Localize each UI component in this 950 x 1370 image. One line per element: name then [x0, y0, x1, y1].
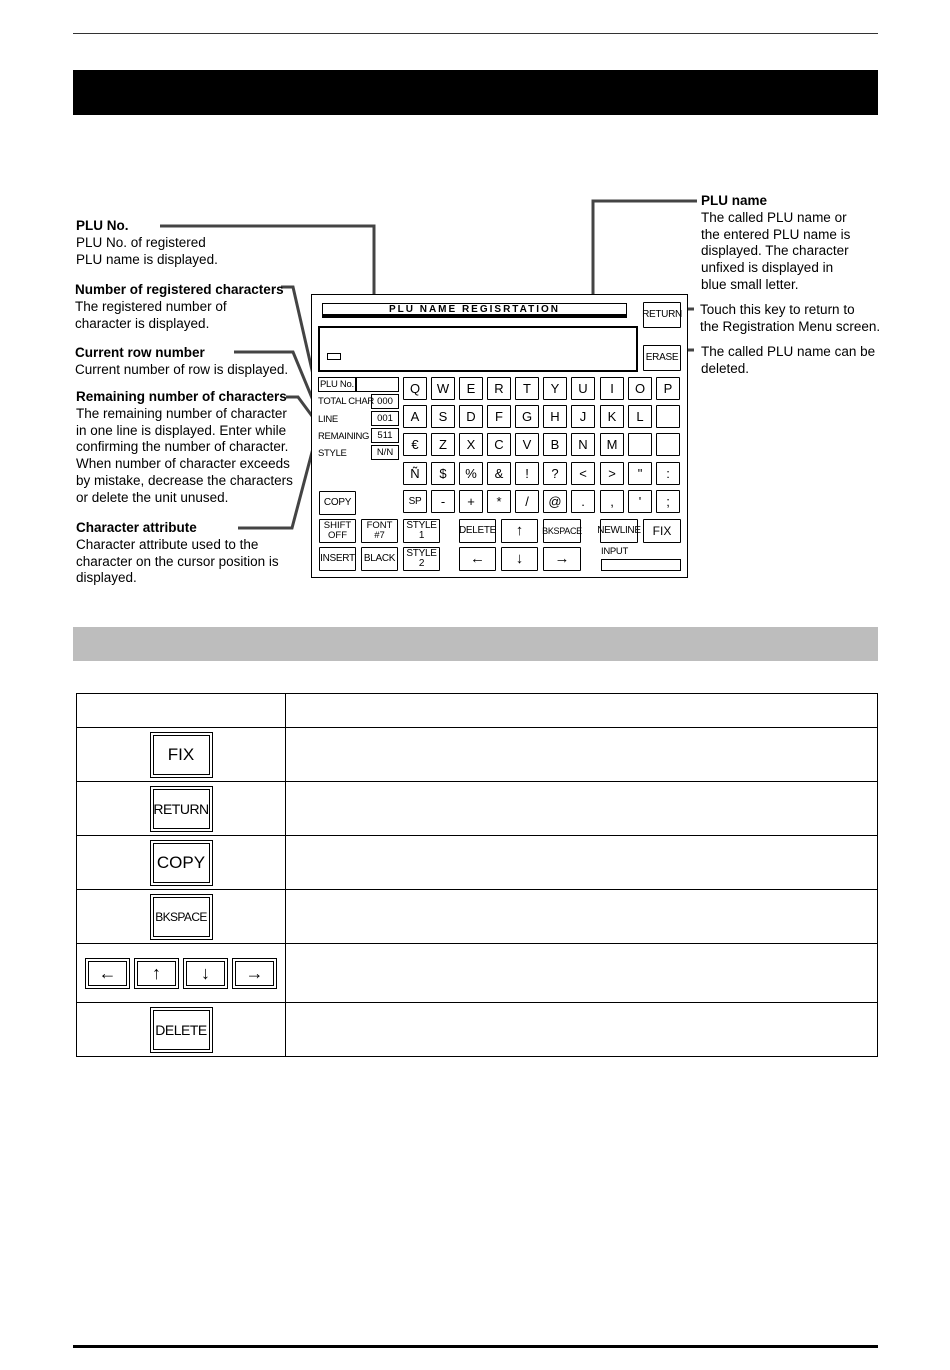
blank-key[interactable] — [628, 433, 652, 456]
erase-button[interactable]: ERASE — [643, 345, 681, 371]
char-key[interactable]: I — [600, 377, 624, 400]
remaining-value: 511 — [371, 428, 399, 443]
char-key[interactable]: N — [571, 433, 595, 456]
panel-title: PLU NAME REGISRTATION — [322, 303, 627, 318]
table-cell-description — [286, 890, 878, 944]
char-key[interactable]: $ — [431, 462, 455, 485]
char-key[interactable]: K — [600, 405, 624, 428]
bottom-rule — [73, 1345, 878, 1348]
char-key[interactable]: * — [487, 490, 511, 513]
char-key[interactable]: " — [628, 462, 652, 485]
blank-key[interactable] — [656, 433, 680, 456]
callout-line: or delete the unit unused. — [76, 489, 229, 505]
char-key[interactable]: ! — [515, 462, 539, 485]
top-rule — [73, 33, 878, 34]
shift-label: SHIFT — [323, 520, 352, 531]
table-header-cell — [77, 694, 286, 728]
char-key[interactable]: & — [487, 462, 511, 485]
table-row — [77, 836, 878, 890]
char-key[interactable]: H — [543, 405, 567, 428]
callout-title: PLU No. — [76, 218, 129, 233]
font-number: #7 — [374, 530, 385, 541]
plu-no-value — [356, 377, 399, 392]
char-key[interactable]: / — [515, 490, 539, 513]
char-key[interactable]: ; — [656, 490, 680, 513]
callout-number-registered — [75, 282, 284, 332]
key-function-table — [76, 693, 878, 1057]
table-cell-description — [286, 1003, 878, 1057]
font-label: FONT — [366, 520, 393, 531]
callout-erase — [701, 344, 875, 378]
char-key[interactable]: M — [600, 433, 624, 456]
up-arrow-button[interactable]: ↑ — [501, 519, 538, 543]
callout-line: Character attribute used to the — [76, 536, 259, 552]
char-key[interactable]: > — [600, 462, 624, 485]
font-button[interactable] — [361, 519, 398, 543]
char-key[interactable]: , — [600, 490, 624, 513]
callout-character-attribute — [76, 520, 279, 587]
callout-line: displayed. The character — [701, 243, 849, 259]
style2-button[interactable]: STYLE 2 — [403, 547, 440, 571]
callout-title: Number of registered characters — [75, 282, 284, 297]
char-key[interactable]: P — [656, 377, 680, 400]
left-arrow-button[interactable]: ← — [459, 547, 496, 571]
callout-line: confirming the number of character. — [76, 439, 289, 455]
table-cell-description — [286, 944, 878, 1003]
section-title-bar — [73, 70, 878, 115]
callout-plu-no — [76, 218, 218, 268]
line-label: LINE — [318, 414, 338, 425]
char-key[interactable]: V — [515, 433, 539, 456]
table-row — [77, 890, 878, 944]
table-cell-description — [286, 782, 878, 836]
callout-line: PLU No. of registered — [76, 234, 206, 250]
bkspace-button[interactable]: BKSPACE — [543, 519, 581, 543]
plu-name-display — [318, 326, 638, 372]
callout-title: Character attribute — [76, 520, 197, 535]
char-key[interactable]: ? — [543, 462, 567, 485]
char-key[interactable]: F — [487, 405, 511, 428]
cursor-indicator — [327, 353, 341, 360]
char-key[interactable]: B — [543, 433, 567, 456]
table-row — [77, 782, 878, 836]
plu-no-label: PLU No. — [318, 377, 356, 392]
callout-line: character is displayed. — [75, 315, 210, 331]
callout-line: The registered number of — [75, 298, 227, 314]
bkspace-key-illustration: BKSPACE — [150, 894, 213, 940]
shift-button[interactable] — [319, 519, 356, 543]
callout-return — [700, 302, 880, 336]
return-key-illustration: RETURN — [150, 786, 213, 832]
total-char-value: 000 — [371, 394, 399, 409]
callout-current-row — [75, 345, 288, 379]
callout-line: PLU name is displayed. — [76, 251, 218, 267]
char-key[interactable]: T — [515, 377, 539, 400]
char-key[interactable]: E — [459, 377, 483, 400]
insert-button[interactable]: INSERT — [319, 547, 356, 571]
char-key[interactable]: SP — [403, 490, 427, 513]
style-value: N/N — [371, 445, 399, 460]
char-key[interactable]: @ — [543, 490, 567, 513]
style-label: STYLE — [318, 448, 347, 459]
char-key[interactable]: A — [403, 405, 427, 428]
return-button[interactable]: RETURN — [643, 302, 681, 328]
section-header-bar — [73, 627, 878, 661]
char-key[interactable]: Y — [543, 377, 567, 400]
char-key[interactable]: W — [431, 377, 455, 400]
callout-line: Current number of row is displayed. — [75, 361, 289, 377]
callout-line: deleted. — [701, 360, 750, 376]
delete-key-illustration: DELETE — [150, 1007, 213, 1053]
char-key[interactable]: < — [571, 462, 595, 485]
char-key[interactable]: ' — [628, 490, 652, 513]
callout-line: the Registration Menu screen. — [700, 318, 881, 334]
callout-line: unfixed is displayed in — [701, 260, 834, 276]
callout-line: The called PLU name can be — [701, 344, 876, 359]
copy-key-illustration: COPY — [150, 840, 213, 886]
up-arrow-key-illustration: ↑ — [134, 958, 179, 989]
callout-line: The called PLU name or — [701, 209, 847, 225]
char-key[interactable]: Ñ — [403, 462, 427, 485]
black-button[interactable]: BLACK — [361, 547, 398, 571]
input-field[interactable] — [601, 559, 681, 571]
style1-button[interactable]: STYLE 1 — [403, 519, 440, 543]
char-key[interactable]: G — [515, 405, 539, 428]
shift-state: OFF — [328, 530, 347, 541]
right-arrow-button[interactable]: → — [543, 547, 581, 571]
char-key[interactable]: R — [487, 377, 511, 400]
callout-title: Current row number — [75, 345, 205, 360]
callout-line: the entered PLU name is — [701, 226, 851, 242]
left-arrow-key-illustration: ← — [85, 958, 130, 989]
char-key[interactable]: U — [571, 377, 595, 400]
table-header-row — [77, 694, 878, 728]
char-key[interactable]: C — [487, 433, 511, 456]
char-key[interactable]: - — [431, 490, 455, 513]
remaining-label: REMAINING — [318, 431, 370, 442]
callout-line: character on the cursor position is — [76, 553, 279, 569]
char-key[interactable]: S — [431, 405, 455, 428]
table-row — [77, 1003, 878, 1057]
table-row — [77, 728, 878, 782]
char-key[interactable]: D — [459, 405, 483, 428]
char-key[interactable]: X — [459, 433, 483, 456]
callout-line: blue small letter. — [701, 276, 799, 292]
char-key[interactable]: . — [571, 490, 595, 513]
char-key[interactable]: Z — [431, 433, 455, 456]
fix-key-illustration: FIX — [150, 732, 213, 778]
callout-line: displayed. — [76, 570, 137, 586]
input-label: INPUT — [601, 546, 629, 557]
fix-button[interactable]: FIX — [643, 519, 681, 543]
down-arrow-button[interactable]: ↓ — [501, 547, 538, 571]
char-key[interactable]: % — [459, 462, 483, 485]
char-key[interactable]: + — [459, 490, 483, 513]
line-value: 001 — [371, 411, 399, 426]
blank-key[interactable] — [656, 405, 680, 428]
callout-title: Remaining number of characters — [76, 389, 287, 404]
down-arrow-key-illustration: ↓ — [183, 958, 228, 989]
callout-title: PLU name — [701, 193, 768, 208]
total-char-label: TOTAL CHAR — [318, 396, 374, 407]
callout-line: When number of character exceeds — [76, 456, 290, 472]
right-arrow-key-illustration: → — [232, 958, 277, 989]
callout-line: Touch this key to return to — [700, 302, 855, 317]
callout-plu-name — [701, 193, 850, 294]
callout-line: by mistake, decrease the characters — [76, 472, 293, 488]
callout-remaining — [76, 389, 293, 507]
char-key[interactable]: Q — [403, 377, 427, 400]
table-row — [77, 944, 878, 1003]
table-cell-description — [286, 728, 878, 782]
char-key[interactable]: J — [571, 405, 595, 428]
newline-button[interactable]: NEWLINE — [600, 519, 638, 543]
char-key[interactable]: O — [628, 377, 652, 400]
callout-line: in one line is displayed. Enter while — [76, 422, 287, 438]
callout-line: The remaining number of character — [76, 405, 287, 421]
table-cell-description — [286, 836, 878, 890]
plu-name-registration-panel — [311, 294, 688, 578]
char-key[interactable]: € — [403, 433, 427, 456]
char-key[interactable]: L — [628, 405, 652, 428]
copy-button[interactable]: COPY — [319, 491, 356, 515]
table-header-cell — [286, 694, 878, 728]
delete-button[interactable]: DELETE — [459, 519, 496, 543]
char-key[interactable]: : — [656, 462, 680, 485]
